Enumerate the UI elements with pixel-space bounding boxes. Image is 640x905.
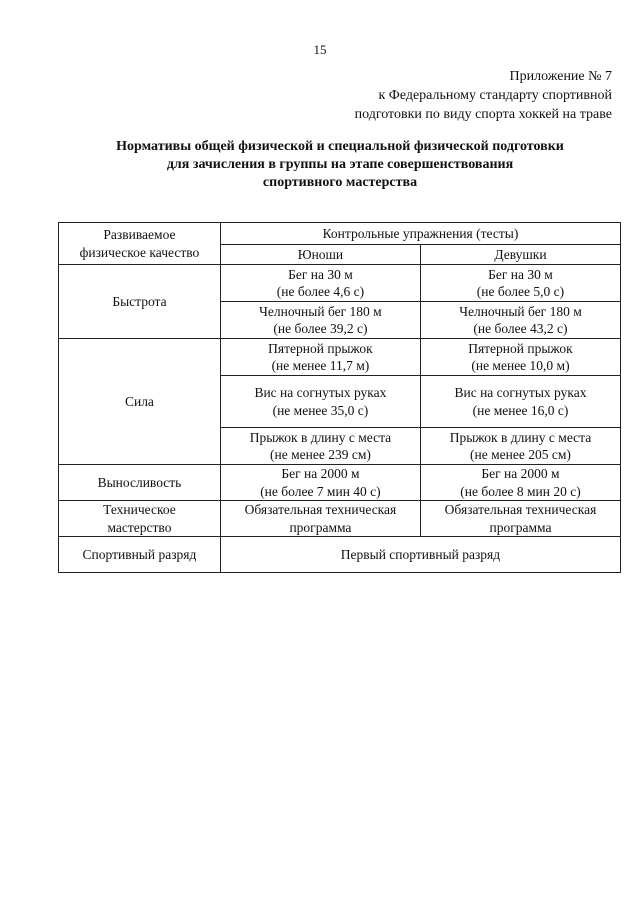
test-name: Обязательная техническая — [244, 502, 397, 517]
quality-technical-skill — [59, 501, 221, 537]
test-cell-girls — [420, 339, 620, 376]
test-cell-boys — [220, 302, 420, 339]
document-title — [40, 138, 640, 192]
test-name: Пятерной прыжок — [268, 340, 373, 356]
test-norm: (не более 7 мин 40 с) — [260, 483, 381, 499]
test-name: Челночный бег 180 м — [259, 303, 382, 319]
sport-rank-value: Первый спортивный разряд — [220, 537, 620, 573]
test-name: Обязательная техническая — [444, 502, 597, 517]
test-norm: (не менее 11,7 м) — [271, 358, 370, 373]
test-norm: (не менее 10,0 м) — [471, 358, 570, 373]
test-norm: (не более 39,2 с) — [273, 321, 368, 336]
test-norm: (не менее 205 см) — [470, 447, 571, 462]
header-girls-cell: Девушки — [420, 245, 620, 265]
test-norm: (не менее 16,0 с) — [472, 402, 569, 418]
title-line-1: Нормативы общей физической и специальной физической подготовки — [116, 139, 564, 154]
test-name: Бег на 30 м — [288, 266, 353, 282]
test-cell-girls — [420, 265, 620, 302]
test-cell-boys — [220, 376, 420, 428]
norms-table — [58, 222, 621, 573]
test-norm: (не более 43,2 с) — [473, 321, 568, 336]
test-name: Бег на 30 м — [488, 266, 553, 282]
test-name: Челночный бег 180 м — [459, 303, 582, 319]
test-name: Вис на согнутых руках — [254, 385, 387, 400]
test-cell-girls — [420, 428, 620, 465]
test-norm: (не менее 239 см) — [270, 447, 371, 462]
test-cell-girls — [420, 465, 620, 501]
table-row — [59, 339, 621, 376]
test-name: Пятерной прыжок — [468, 340, 573, 356]
header-quality-line-1: Развиваемое — [103, 227, 176, 242]
table-row — [59, 465, 621, 501]
test-cell-girls — [420, 376, 620, 428]
header-quality-cell — [59, 223, 221, 265]
test-norm: (не менее 35,0 с) — [272, 402, 369, 418]
table-row — [59, 501, 621, 537]
quality-speed: Быстрота — [59, 265, 221, 339]
appendix-header — [282, 67, 612, 124]
header-row — [59, 223, 621, 245]
test-cell-girls — [420, 501, 620, 537]
header-boys-cell: Юноши — [220, 245, 420, 265]
test-cell-boys — [220, 265, 420, 302]
test-cell-boys — [220, 501, 420, 537]
header-tests-cell: Контрольные упражнения (тесты) — [220, 223, 620, 245]
appendix-line-2: к Федеральному стандарту спортивной — [378, 88, 612, 103]
test-cell-girls — [420, 302, 620, 339]
quality-endurance: Выносливость — [59, 465, 221, 501]
test-norm: (не более 8 мин 20 с) — [460, 483, 581, 499]
table-row — [59, 265, 621, 302]
quality-strength: Сила — [59, 339, 221, 465]
title-line-3: спортивного мастерства — [262, 175, 418, 190]
test-norm: программа — [289, 519, 352, 535]
page-number: 15 — [313, 42, 327, 57]
appendix-line-1: Приложение № 7 — [509, 69, 612, 84]
test-norm: (не более 4,6 с) — [276, 284, 365, 299]
quality-line-1: Техническое — [103, 502, 176, 517]
test-cell-boys — [220, 339, 420, 376]
appendix-line-3: подготовки по виду спорта хоккей на траве — [354, 107, 612, 122]
sport-rank-label: Спортивный разряд — [59, 537, 221, 573]
test-name: Прыжок в длину с места — [449, 429, 592, 445]
header-quality-line-2: физическое качество — [79, 244, 200, 260]
title-line-2: для зачисления в группы на этапе совершенствования — [166, 157, 514, 172]
test-name: Бег на 2000 м — [481, 466, 560, 481]
test-cell-boys — [220, 465, 420, 501]
test-norm: программа — [489, 519, 552, 535]
table-row — [59, 537, 621, 573]
test-norm: (не более 5,0 с) — [476, 284, 565, 299]
quality-line-2: мастерство — [107, 519, 172, 535]
test-cell-boys — [220, 428, 420, 465]
test-name: Бег на 2000 м — [281, 466, 360, 481]
test-name: Прыжок в длину с места — [249, 429, 392, 445]
test-name: Вис на согнутых руках — [454, 385, 587, 400]
